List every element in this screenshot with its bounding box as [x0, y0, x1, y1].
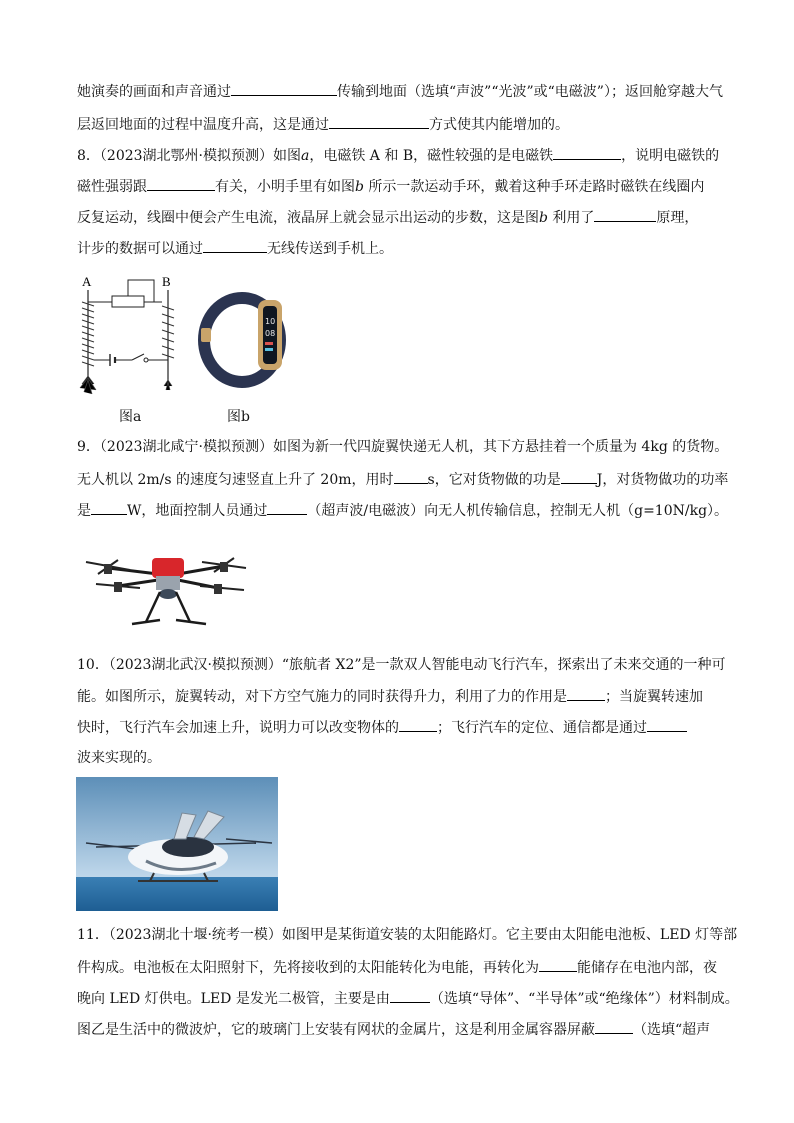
q9-line-2: 无人机以 2m/s 的速度匀速竖直上升了 20m，用时 s，它对货物做的功是 J，对货物做功的功率 [77, 472, 729, 488]
answer-blank[interactable] [567, 687, 605, 701]
q8-line-1: 8．（2023湖北鄂州·模拟预测）如图a，电磁铁 A 和 B，磁性较强的是电磁铁 ，说明电磁铁的 [77, 148, 720, 164]
q9-line-3: 是 W，地面控制人员通过 （超声波/电磁波）向无人机传输信息，控制无人机（g=10N/kg）。 [77, 503, 729, 519]
q9-line-1: 9．（2023湖北咸宁·模拟预测）如图为新一代四旋翼快递无人机，其下方悬挂着一个质量为 4kg 的货物。 [77, 439, 729, 455]
answer-blank[interactable] [231, 82, 337, 96]
q10-line-3: 快时，飞行汽车会加速上升，说明力可以改变物体的 ；飞行汽车的定位、通信都是通过 [77, 718, 687, 737]
q10-line-2: 能。如图所示，旋翼转动，对下方空气施力的同时获得升力，利用了力的作用是 ；当旋翼转速加 [77, 689, 703, 705]
electromagnet-circuit-figure [72, 272, 192, 402]
q10-line-4: 波来实现的。 [77, 750, 161, 766]
q10-line-1: 10．（2023湖北武汉·模拟预测）“旅航者 X2”是一款双人智能电动飞行汽车，探索出了未来交通的一种可 [77, 657, 726, 673]
answer-blank[interactable] [561, 470, 597, 484]
q11-line-3: 晚向 LED 灯供电。LED 是发光二极管，主要是由 （选填“导体”、“半导体”或“绝缘体”）材料制成。 [77, 991, 739, 1007]
q11-line-4: 图乙是生活中的微波炉，它的玻璃门上安装有网状的金属片，这是利用金属容器屏蔽 （选填“超声 [77, 1022, 711, 1038]
quadcopter-drone-figure [78, 540, 254, 632]
answer-blank[interactable] [647, 718, 687, 732]
fitness-band-figure [198, 288, 290, 396]
answer-blank[interactable] [553, 146, 621, 160]
label-b: B [162, 274, 171, 289]
answer-blank[interactable] [595, 1020, 633, 1034]
q8-line-4: 计步的数据可以通过 无线传送到手机上。 [77, 241, 393, 257]
answer-blank[interactable] [394, 470, 428, 484]
caption-figure-b: 图b [227, 409, 250, 425]
q7-line-1: 她演奏的画面和声音通过 传输到地面（选填“声波”“光波”或“电磁波”）；返回舱穿越大气 [77, 84, 723, 100]
answer-blank[interactable] [147, 177, 215, 191]
answer-blank[interactable] [594, 208, 656, 222]
q7-line-2: 层返回地面的过程中温度升高，这是通过 方式使其内能增加的。 [77, 117, 569, 133]
answer-blank[interactable] [399, 718, 437, 732]
q11-line-2: 件构成。电池板在太阳照射下，先将接收到的太阳能转化为电能，再转化为 能储存在电池内部，夜 [77, 960, 717, 976]
answer-blank[interactable] [91, 501, 127, 515]
band-display-minute: 08 [265, 329, 276, 338]
caption-figure-a: 图a [119, 409, 142, 425]
answer-blank[interactable] [539, 958, 577, 972]
label-a: A [82, 274, 92, 289]
q11-line-1: 11．（2023湖北十堰·统考一模）如图甲是某街道安装的太阳能路灯。它主要由太阳能电池板、LED 灯等部 [77, 927, 738, 943]
answer-blank[interactable] [203, 239, 267, 253]
band-display-hour: 10 [265, 317, 276, 326]
answer-blank[interactable] [329, 115, 429, 129]
answer-blank[interactable] [390, 989, 430, 1003]
flying-car-figure [76, 777, 278, 911]
answer-blank[interactable] [267, 501, 307, 515]
q8-line-3: 反复运动，线圈中便会产生电流，液晶屏上就会显示出运动的步数，这是图b 利用了 原理， [77, 210, 699, 226]
q8-line-2: 磁性强弱跟 有关，小明手里有如图b 所示一款运动手环，戴着这种手环走路时磁铁在线圈内 [77, 179, 705, 195]
